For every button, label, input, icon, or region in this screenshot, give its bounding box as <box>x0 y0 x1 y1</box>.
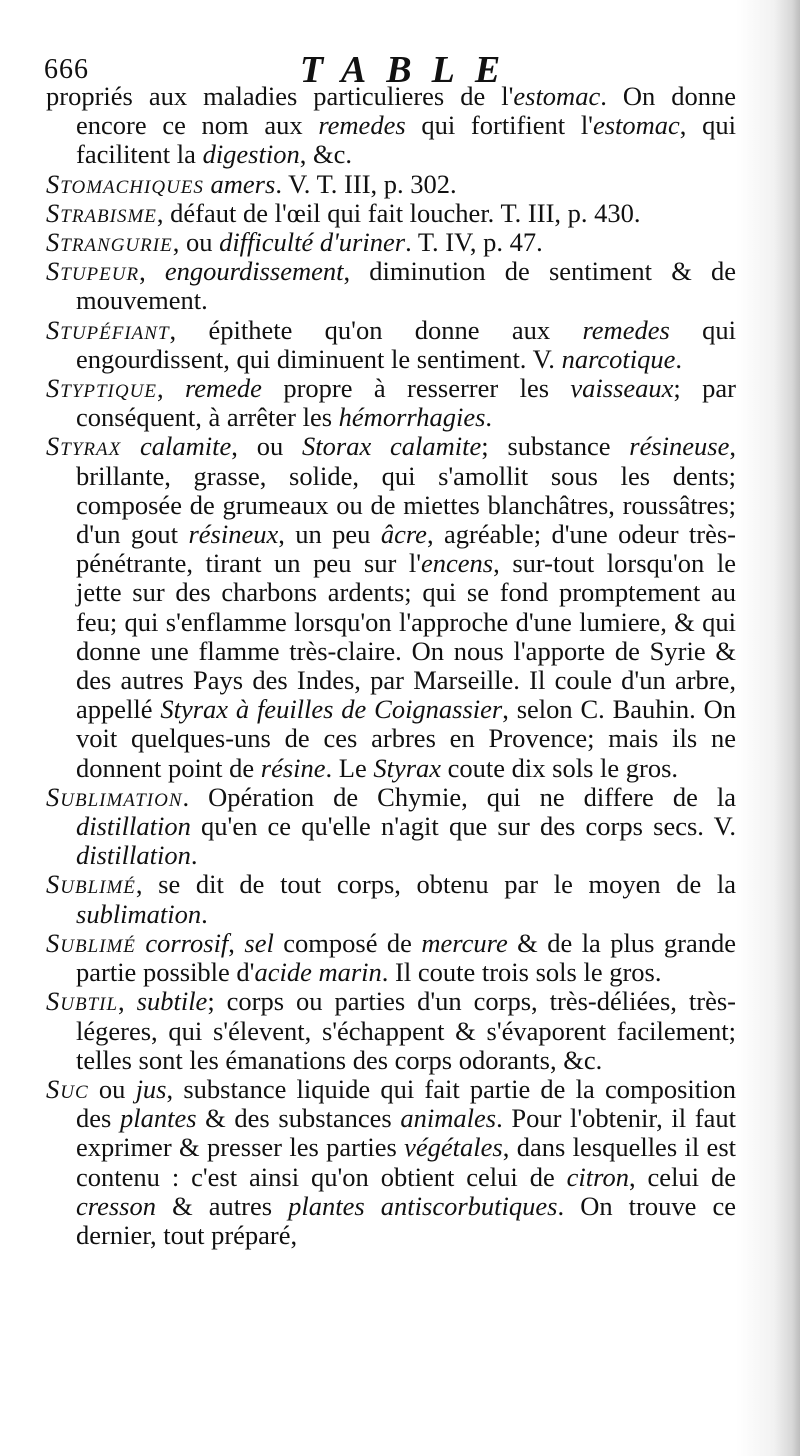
entry-text: . T. IV, p. 47. <box>405 227 543 258</box>
entry-text: encens <box>421 548 494 579</box>
entry-headword: Stupeur <box>46 256 140 287</box>
entry-text: acide marin <box>254 957 382 988</box>
entry-text: Styrax à feuilles de Coignassier <box>160 694 503 725</box>
entry-text: , celui de <box>628 1161 736 1192</box>
glossary-entry <box>0 987 800 1075</box>
entry-text: , <box>139 256 165 287</box>
entry-text: , ou <box>231 431 303 462</box>
entry-text: , brillante, grasse, solide, qui s'amollit sous les dents; composée de grumeaux ou de miettes blanchâtres, roussâtres; d'un gout <box>76 431 736 550</box>
entry-headword: Sublimation <box>46 781 183 812</box>
entry-text: âcre <box>380 519 427 550</box>
entry-text: citron <box>566 1161 629 1192</box>
entry-text: qui fortifient l' <box>405 110 593 141</box>
entry-text: , substance liquide qui fait partie de la composition des <box>76 1073 736 1134</box>
entry-text: végétales <box>404 1132 503 1163</box>
page-edge-shadow <box>774 0 800 1456</box>
entry-text: Styrax <box>373 752 442 783</box>
entry-text: . <box>485 402 493 433</box>
glossary-entry <box>0 170 800 199</box>
entry-text: digestion <box>202 139 300 170</box>
entry-text: remedes <box>318 110 406 141</box>
entry-text: cresson <box>76 1190 156 1221</box>
running-title: TABLE <box>299 49 521 91</box>
entry-text: , <box>118 986 137 1017</box>
entry-text: , un peu <box>278 519 381 550</box>
entry-text: . <box>201 898 208 929</box>
entry-text: subtile <box>136 986 208 1017</box>
glossary-entry <box>0 228 800 257</box>
entry-text: , se dit de tout corps, obtenu par le moyen de la <box>135 869 736 900</box>
entry-text: . Le <box>325 752 374 783</box>
entry-headword: Stupéfiant <box>46 314 170 345</box>
entry-headword: Stomachiques <box>46 168 204 199</box>
glossary-entry <box>0 1075 800 1250</box>
entry-text: . On trouve ce dernier, tout préparé, <box>76 1190 736 1250</box>
entry-text: & de la plus grande partie possible d' <box>76 927 736 988</box>
entry-text: distillation <box>76 811 191 842</box>
entry-text: plantes antiscorbutiques <box>288 1190 558 1221</box>
entry-headword: Subtil <box>46 986 119 1017</box>
entry-text: . On donne encore ce nom aux <box>76 81 736 141</box>
entry-text: narcotique <box>561 343 676 374</box>
entry-headword: Sublimé <box>46 927 136 958</box>
entry-text: , selon C. Bauhin. On voit quelques-uns de ces arbres en Provence; mais ils ne donnent point de <box>76 694 736 783</box>
entry-headword: Sublimé <box>46 869 136 900</box>
entry-text: & des substances <box>196 1103 401 1134</box>
entry-text: & autres <box>155 1190 289 1221</box>
entry-text: . <box>675 343 683 374</box>
glossary-entry <box>0 199 800 228</box>
entry-headword: Styrax <box>46 431 122 462</box>
entry-text: , épithete qu'on donne aux <box>169 314 583 345</box>
entry-text: , sur-tout lorsqu'on le jette sur des charbons ardents; qui se fond promptement au feu; qui s'enflamme lorsqu'on l'approche d'une lumiere, & qui donne une flamme très-claire. On nous l'apporte de Syrie & des autres Pays des Indes, par Marseille. Il coule d'un arbre, appellé <box>76 548 736 725</box>
entry-text: amers <box>203 168 276 199</box>
entry-headword: Suc <box>46 1073 89 1104</box>
entry-text: qu'en ce qu'elle n'agit que sur des corps secs. V. <box>190 811 736 842</box>
entry-text: plantes <box>119 1103 197 1134</box>
entry-text: remede <box>184 373 262 404</box>
entry-text: . Il coute trois sols le gros. <box>381 957 662 988</box>
glossary-entry <box>0 929 800 987</box>
entry-text: , dans lesquelles il est contenu : c'est ainsi qu'on obtient celui de <box>76 1132 736 1192</box>
entry-text: , qui facilitent la <box>76 110 736 170</box>
entry-text: distillation <box>76 840 191 871</box>
entry-text: calamite <box>121 431 232 462</box>
page-number: 666 <box>44 54 89 85</box>
entry-text: jus <box>135 1073 167 1104</box>
entry-headword: Styptique <box>46 373 157 404</box>
entry-text: estomac <box>592 110 680 141</box>
entry-text: propriés aux maladies particulieres de l' <box>46 81 514 111</box>
entry-headword: Strangurie <box>46 227 173 258</box>
entry-text: qui engourdissent, qui diminuent le sentiment. V. <box>76 314 736 374</box>
entry-continuation <box>0 82 800 170</box>
entry-text: remedes <box>582 314 670 345</box>
entry-text: . V. T. III, p. 302. <box>275 168 457 199</box>
entry-text: mercure <box>421 927 508 958</box>
entry-text: corrosif <box>135 927 229 958</box>
entry-text: ; substance <box>481 431 630 462</box>
glossary-entry <box>0 870 800 928</box>
entry-text: , agréable; d'une odeur très-pénétrante, tirant un peu sur l' <box>76 519 737 579</box>
glossary-entry <box>0 316 800 374</box>
entry-headword: Strabisme <box>46 197 157 228</box>
entry-text: coute dix sols le gros. <box>441 752 679 783</box>
entry-text: ; corps ou parties d'un corps, très-déliées, très-légeres, qui s'élevent, s'échappent & s'évaporent facilement; telles sont les émanations des corps odorants, &c. <box>76 986 736 1075</box>
entry-text: propre à resserrer les <box>261 373 571 404</box>
entry-text: vaisseaux <box>570 373 674 404</box>
entry-text: ou <box>88 1073 136 1104</box>
entry-text: animales <box>400 1103 497 1134</box>
entry-text: ; par conséquent, à arrêter les <box>76 373 736 433</box>
glossary-entry <box>0 783 800 871</box>
entry-text: hémorrhagies <box>338 402 486 433</box>
glossary-entry <box>0 374 800 432</box>
entry-text: . <box>190 840 198 871</box>
entry-text: estomac <box>513 81 601 111</box>
entry-text: , diminution de sentiment & de mouvement. <box>76 256 736 316</box>
entry-text: résineux <box>188 519 279 550</box>
entry-text: difficulté d'uriner <box>219 227 406 258</box>
entry-text: engourdissement <box>164 256 344 287</box>
entry-text: composé de <box>273 927 422 958</box>
entry-text: résine <box>260 752 326 783</box>
entry-text: sel <box>244 927 274 958</box>
entry-text: sublimation <box>76 898 202 929</box>
glossary-text <box>0 82 800 1250</box>
entry-text: , défaut de l'œil qui fait loucher. T. III, p. 430. <box>156 197 641 228</box>
entry-text: Storax calamite <box>302 431 482 462</box>
entry-text: , <box>156 373 185 404</box>
entry-text: , ou <box>172 227 220 258</box>
entry-text: , <box>228 927 245 958</box>
entry-text: , &c. <box>299 139 352 170</box>
glossary-entry <box>0 432 800 782</box>
entry-text: . Opération de Chymie, qui ne differe de la <box>182 781 736 812</box>
glossary-entry <box>0 257 800 315</box>
entry-text: . Pour l'obtenir, il faut exprimer & presser les parties <box>76 1103 736 1163</box>
entry-text: résineuse <box>629 431 730 462</box>
